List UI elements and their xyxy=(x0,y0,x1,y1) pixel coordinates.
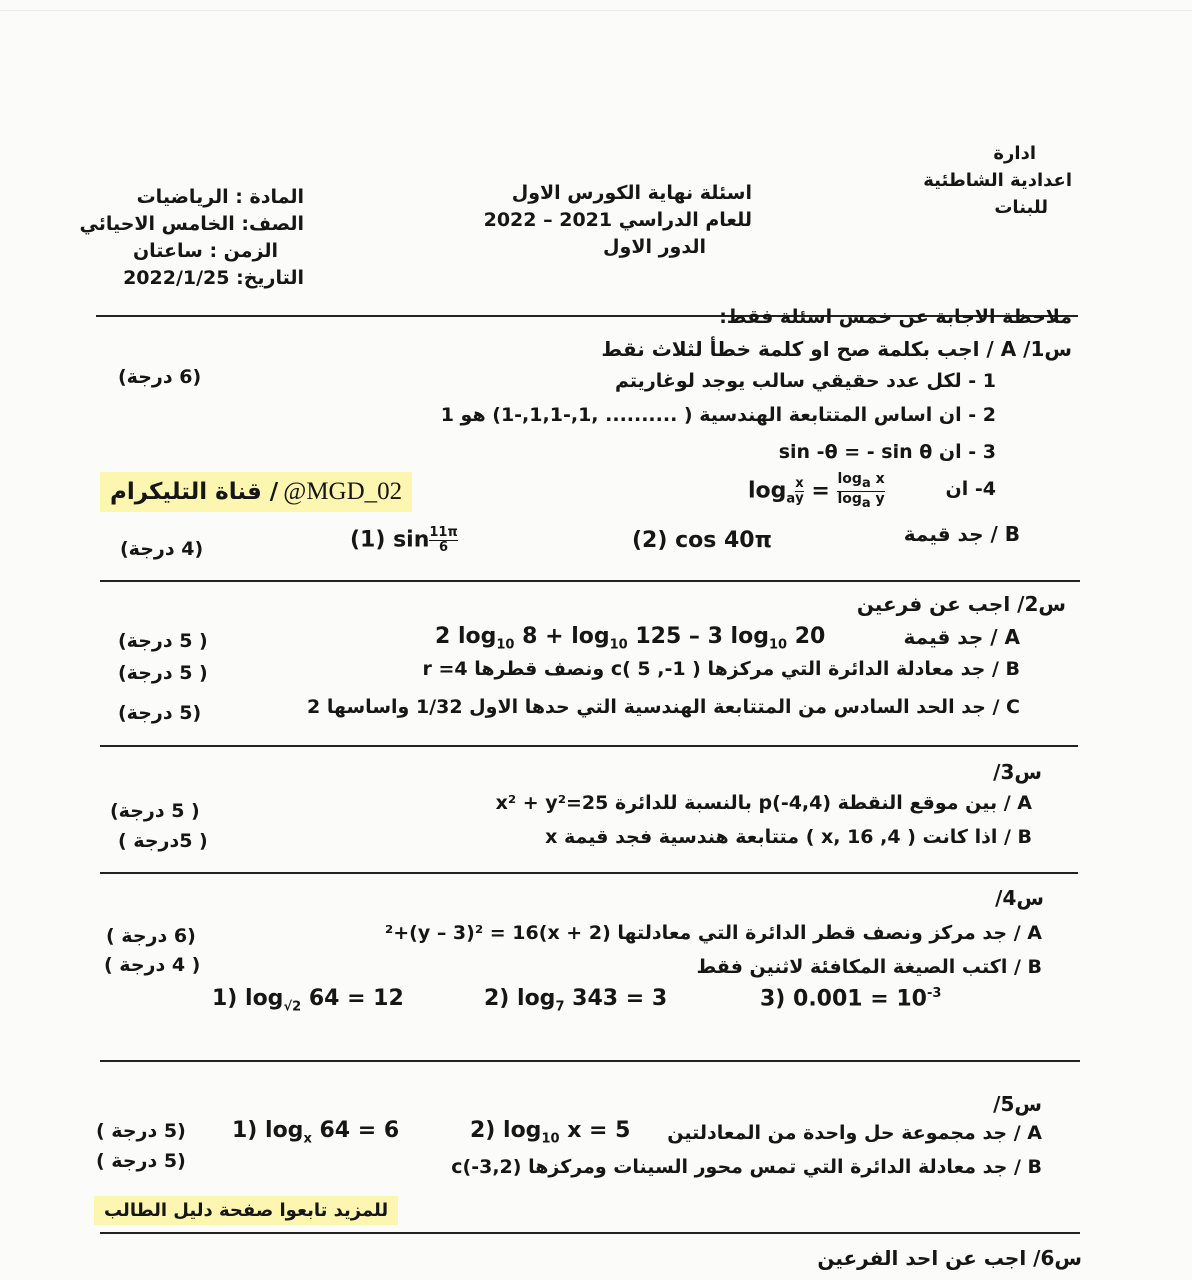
q4-eq-3: 3) $0.001 = 10^{-3}$ xyxy=(760,986,942,1012)
q3-b-marks: ( 5درجة ) xyxy=(118,830,208,852)
q4-a-text: A / جد مركز ونصف قطر الدائرة التي معادلتها (x + 2)²+(y – 3)² = 16 xyxy=(384,922,1042,944)
school-block xyxy=(923,140,1072,221)
q1-b-marks: (4 درجة) xyxy=(120,538,204,560)
q1-a-title: س1/ A / اجب بكلمة صح او كلمة خطأ لثلاث نقط xyxy=(601,337,1072,361)
q5-eq-1: 1) $\log_x 64 = 6$ xyxy=(232,1118,400,1147)
subject-block xyxy=(79,184,304,292)
q3-b-text: B / اذا كانت ( 4, x, 16 ) متتابعة هندسية فجد قيمة x xyxy=(545,826,1032,848)
exam-title-block xyxy=(484,180,752,261)
q4-eq-2: 2) $\log_7 343 = 3$ xyxy=(484,986,668,1015)
q1-b-label: B / جد قيمة xyxy=(903,522,1020,546)
q5-eq-2: 2) $\log_{10} x = 5$ xyxy=(470,1118,631,1147)
q5-a-text: A / جد مجموعة حل واحدة من المعادلتين xyxy=(667,1122,1042,1144)
exam-title: اسئلة نهاية الكورس الاول xyxy=(511,182,752,204)
q2-a-equation: 2 $\log_{10} 8 + \log_{10} 125 - 3$ $\log_{10} 20$ xyxy=(435,624,826,653)
q2-c-marks: (5 درجة) xyxy=(118,702,202,724)
q5-title: س5/ xyxy=(993,1092,1042,1116)
exam-year: للعام الدراسي 2021 – 2022 xyxy=(483,209,752,231)
q1-item-4-equation: $\log_a$ $\frac{x}{y}$ = $\frac{\log_a x}{\log_a y}$ xyxy=(748,471,885,511)
duration: الزمن : ساعتان xyxy=(132,240,278,262)
q3-a-marks: ( 5 درجة) xyxy=(110,800,200,822)
school-line: للبنات xyxy=(994,197,1048,218)
q1-a-marks: (6 درجة) xyxy=(118,366,202,388)
q4-b-text: B / اكتب الصيغة المكافئة لاثنين فقط xyxy=(696,956,1042,978)
q2-a-label: A / جد قيمة xyxy=(903,625,1020,649)
q5-b-marks: (5 درجة ) xyxy=(96,1150,186,1172)
exam-round: الدور الاول xyxy=(603,236,706,258)
q2-b-marks: ( 5 درجة) xyxy=(118,662,208,684)
footer-banner: للمزيد تابعوا صفحة دليل الطالب xyxy=(94,1196,398,1225)
q4-b-marks: ( 4 درجة ) xyxy=(104,954,201,976)
q2-b-text: B / جد معادلة الدائرة التي مركزها c( 5 ,-1 ) ونصف قطرها r =4 xyxy=(422,658,1020,680)
divider xyxy=(100,1060,1080,1062)
divider xyxy=(100,872,1078,874)
telegram-handle: @MGD_02 xyxy=(283,478,403,505)
q2-c-text: C / جد الحد السادس من المتتابعة الهندسية التي حدها الاول 1/32 واساسها 2 xyxy=(306,696,1020,718)
divider xyxy=(100,745,1078,747)
answer-note: ملاحظة الاجابة عن خمس اسئلة فقط: xyxy=(719,306,1072,328)
q5-a-marks: (5 درجة ) xyxy=(96,1120,186,1142)
q1-item-1: 1 - لكل عدد حقيقي سالب يوجد لوغاريتم xyxy=(615,370,996,392)
q2-a-marks: ( 5 درجة) xyxy=(118,630,208,652)
q1-b-2: (2) cos 40π xyxy=(632,528,773,553)
date: التاريخ: 2022/1/25 xyxy=(123,267,304,289)
school-line: اعدادية الشاطئية xyxy=(923,170,1072,191)
q5-b-text: B / جد معادلة الدائرة التي تمس محور السينات ومركزها c(-3,2) xyxy=(451,1156,1042,1178)
scan-edge-mark xyxy=(0,0,1192,11)
q1-item-4: 4- ان xyxy=(945,478,996,500)
divider xyxy=(100,1232,1080,1234)
q4-a-marks: (6 درجة ) xyxy=(106,925,196,947)
q4-title: س4/ xyxy=(995,886,1044,910)
divider xyxy=(100,580,1080,582)
q1-item-2: 2 - ان اساس المتتابعة الهندسية ( .......... ,1,-1,1,-1) هو 1 xyxy=(440,404,996,426)
q4-eq-1: 1) $\log_{√2} 64 = 12$ xyxy=(212,986,404,1015)
telegram-banner xyxy=(100,472,412,512)
q6-title: س6/ اجب عن احد الفرعين xyxy=(817,1246,1082,1270)
q1-item-3: 3 - ان sin -θ = - sin θ xyxy=(778,441,996,463)
q2-title: س2/ اجب عن فرعين xyxy=(856,592,1066,616)
school-line: ادارة xyxy=(993,143,1036,164)
telegram-label: قناة التليكرام / xyxy=(110,479,279,505)
q3-title: س3/ xyxy=(993,760,1042,784)
subject: المادة : الرياضيات xyxy=(136,186,304,208)
q1-b-1: (1) sin $\frac{11\pi}{6}$ xyxy=(350,525,458,555)
grade: الصف: الخامس الاحيائي xyxy=(79,213,304,235)
q3-a-text: A / بين موقع النقطة p(-4,4) بالنسبة للدائرة x² + y²=25 xyxy=(495,792,1032,814)
